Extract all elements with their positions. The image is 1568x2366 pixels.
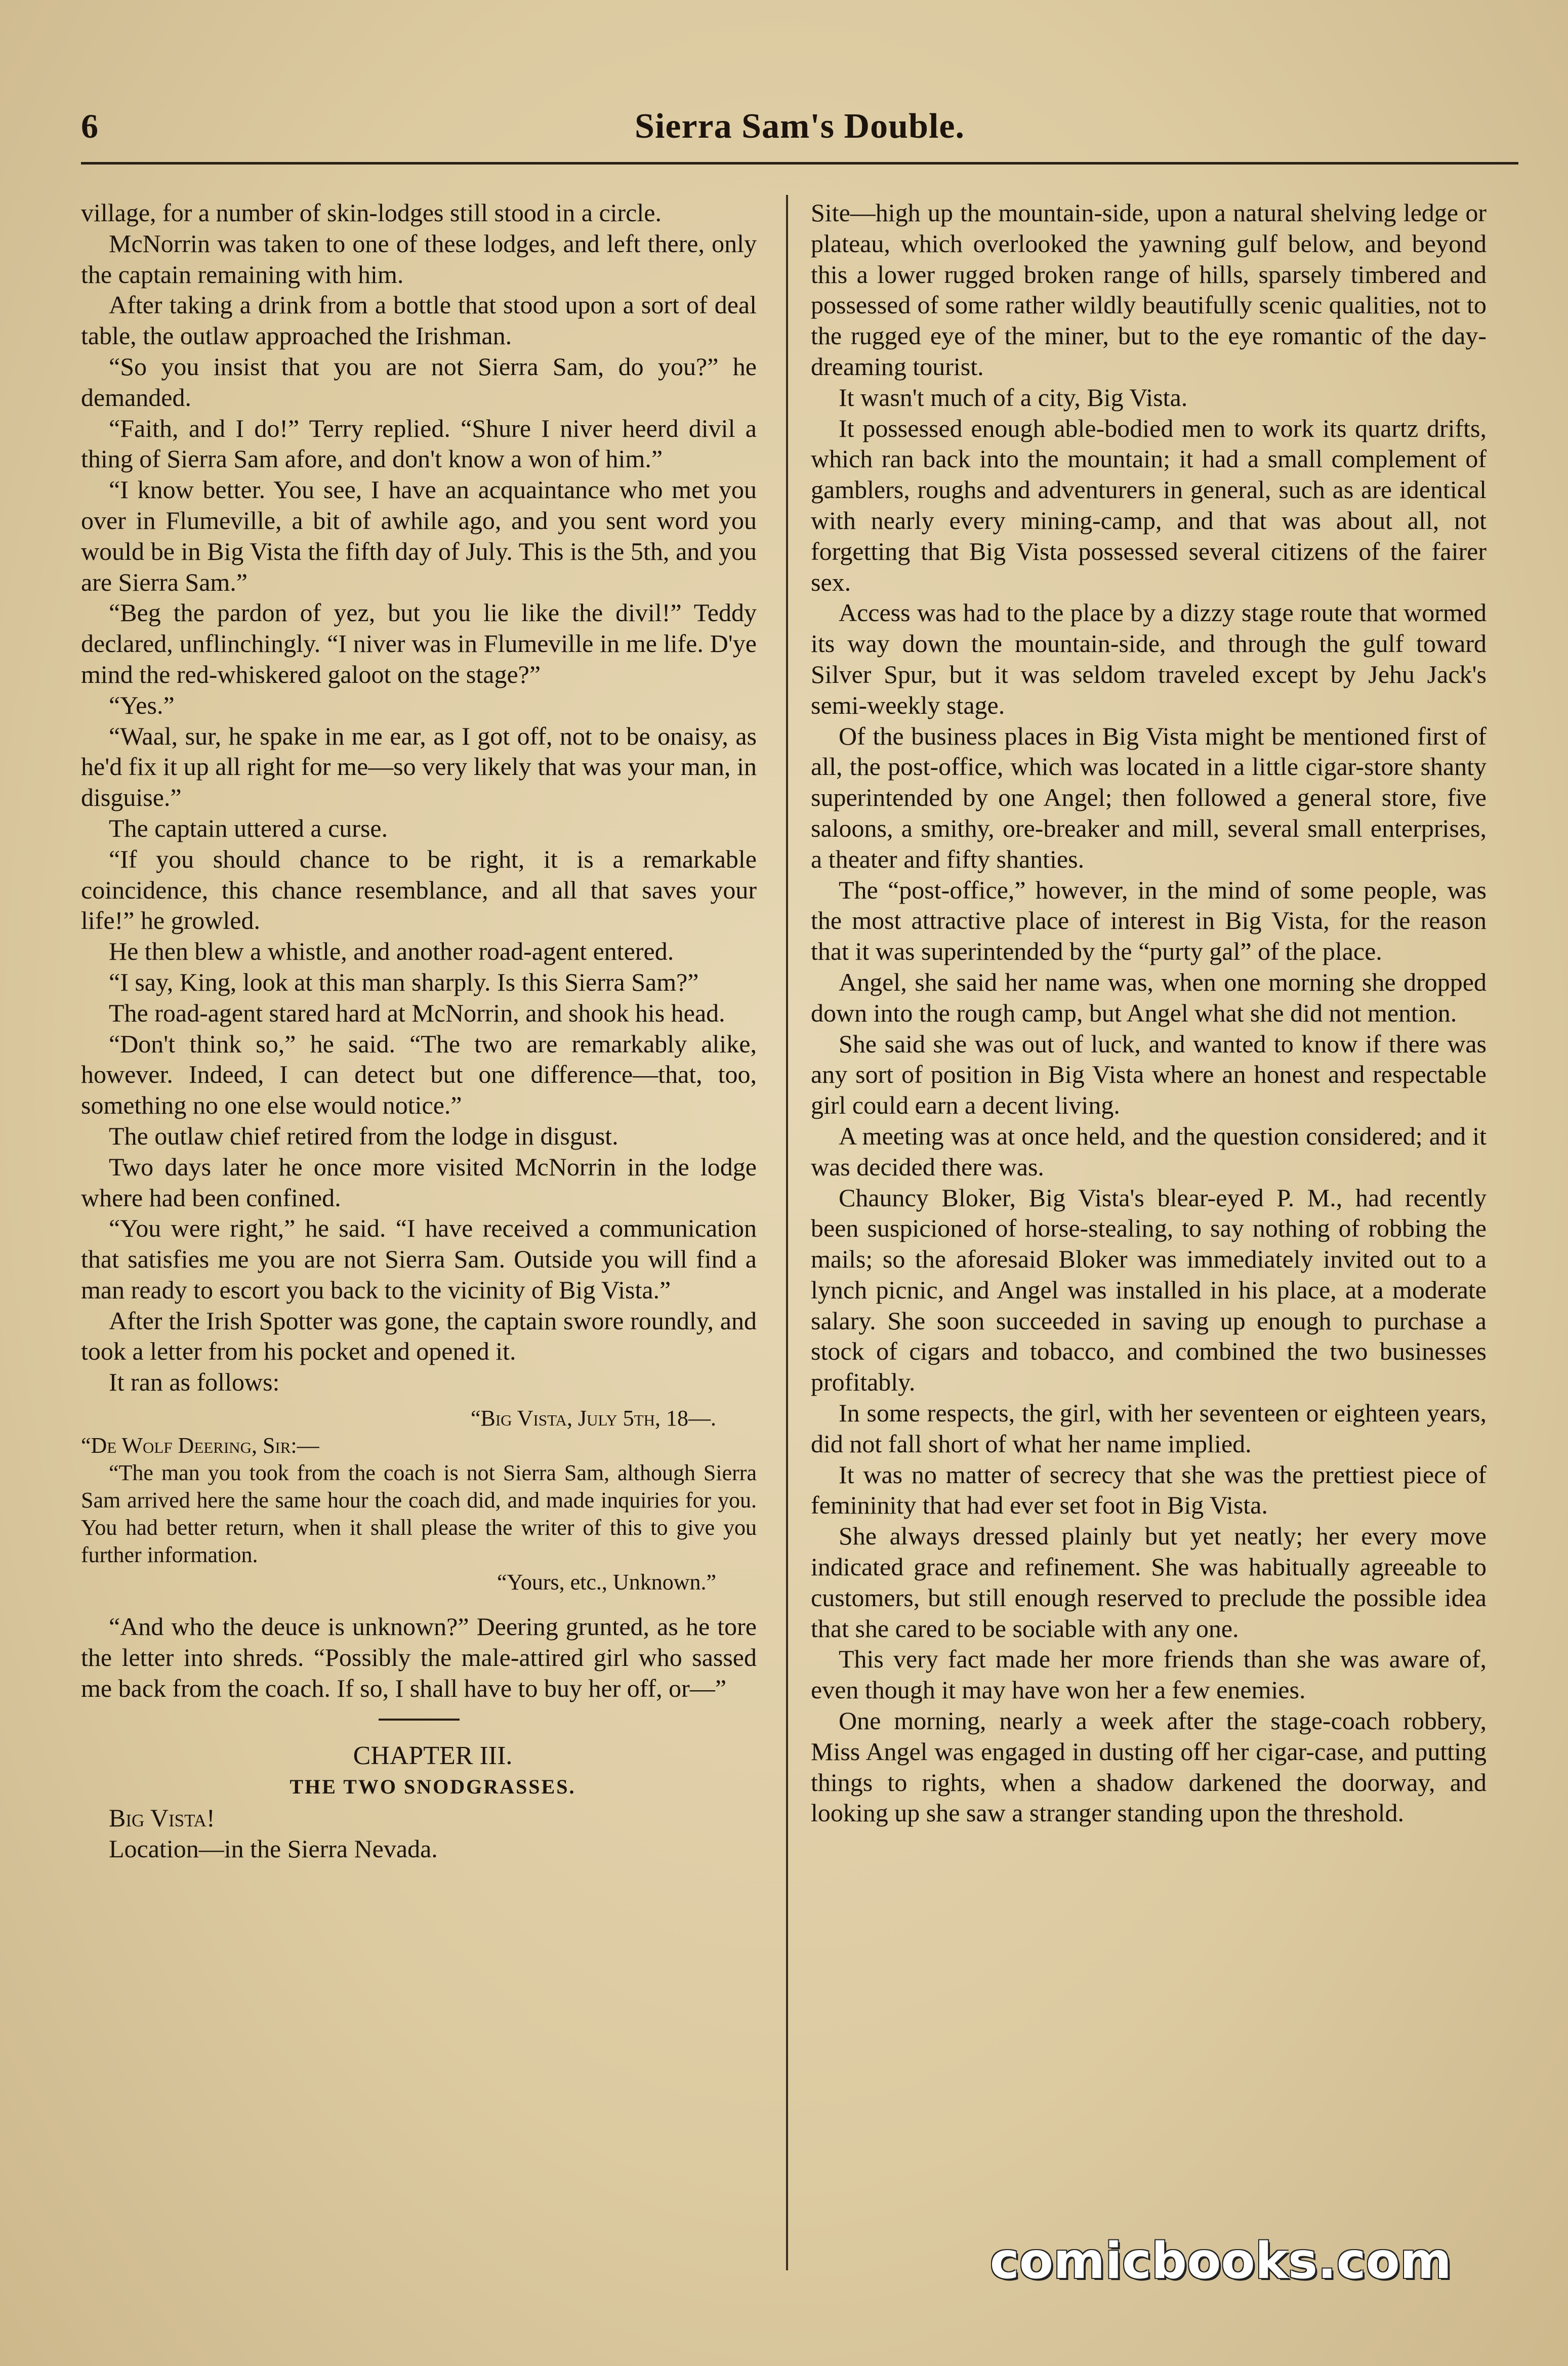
right-column: [811, 197, 1487, 1828]
paragraph: Access was had to the place by a dizzy stage route that wormed its way down the mountain-side, and through the gulf toward Silver Spur, but it was seldom traveled except by Jehu Jack's semi-weekly stage.: [811, 598, 1487, 719]
letter-closing: “Yours, etc., Unknown.”: [497, 1570, 716, 1595]
watermark: comicbooks.com: [989, 2232, 1452, 2290]
paragraph: In some respects, the girl, with her seventeen or eighteen years, did not fall short of what her name implied.: [811, 1399, 1487, 1458]
paragraph: “Don't think so,” he said. “The two are remarkably alike, however. Indeed, I can detect but one difference—that, too, something no one else would notice.”: [81, 1029, 757, 1120]
quoted-letter: [81, 1405, 757, 1596]
paragraph: He then blew a whistle, and another road-agent entered.: [109, 937, 674, 966]
left-column: [81, 197, 757, 1864]
chapter-title: THE TWO SNODGRASSES.: [290, 1775, 576, 1799]
paragraph: Of the business places in Big Vista might be mentioned first of all, the post-office, which was located in a little cigar-store shanty superintended by one Angel; then followed a general store, five saloons, a smithy, ore-breaker and mill, several small enterprises, a theater and fifty shanties.: [811, 721, 1487, 873]
paragraph: It possessed enough able-bodied men to work its quartz drifts, which ran back into the mountain; it had a small complement of gamblers, roughs and adventurers in general, such as are identical with nearly every mining-camp, and that was about all, not forgetting that Big Vista possessed several citizens of the fairer sex.: [811, 414, 1487, 596]
paragraph: One morning, nearly a week after the stage-coach robbery, Miss Angel was engaged in dusting off her cigar-case, and putting things to rights, when a shadow darkened the doorway, and looking up she saw a stranger standing upon the threshold.: [811, 1706, 1487, 1827]
paragraph: “Yes.”: [109, 690, 175, 719]
page-header: [81, 106, 1518, 165]
paragraph: She said she was out of luck, and wanted to know if there was any sort of position in Big Vista where an honest and respectable girl could earn a decent living.: [811, 1029, 1487, 1120]
paragraph: The captain uttered a curse.: [109, 813, 388, 842]
paragraph: The road-agent stared hard at McNorrin, and shook his head.: [109, 998, 725, 1027]
paragraph: The “post-office,” however, in the mind of some people, was the most attractive place of interest in Big Vista, for the reason that it was superintended by the “purty gal” of the place.: [811, 875, 1487, 966]
paragraph: It wasn't much of a city, Big Vista.: [839, 383, 1188, 412]
paragraph: A meeting was at once held, and the question considered; and it was decided there was.: [811, 1121, 1487, 1181]
paragraph: Big Vista!: [109, 1804, 215, 1832]
paragraph: “I know better. You see, I have an acquaintance who met you over in Flumeville, a bit of awhile ago, and you sent word you would be in Big Vista the fifth day of July. This is the 5th, and you are Sierra Sam.”: [81, 475, 757, 596]
paragraph: It ran as follows:: [109, 1368, 280, 1397]
paragraph: “I say, King, look at this man sharply. Is this Sierra Sam?”: [109, 967, 699, 996]
paragraph: Two days later he once more visited McNorrin in the lodge where had been confined.: [81, 1152, 757, 1212]
page-number: 6: [81, 107, 98, 145]
paragraph: Site—high up the mountain-side, upon a natural shelving ledge or plateau, which overlooked the yawning gulf below, and beyond this a lower rugged broken range of hills, sparsely timbered and possessed of some rather wildly beautifully scenic qualities, not to the rugged eye of the miner, but to the eye romantic of the day-dreaming tourist.: [811, 198, 1487, 381]
paragraph: “Faith, and I do!” Terry replied. “Shure I niver heerd divil a thing of Sierra Sam afore, and don't know a won of him.”: [81, 414, 757, 473]
paragraph: “Waal, sur, he spake in me ear, as I got off, not to be onaisy, as he'd fix it up all right for me—so very likely that was your man, in disguise.”: [81, 721, 757, 812]
paragraph: McNorrin was taken to one of these lodges, and left there, only the captain remaining with him.: [81, 229, 757, 289]
paragraph: “You were right,” he said. “I have received a communication that satisfies me you are not Sierra Sam. Outside you will find a man ready to escort you back to the vicinity of Big Vista.”: [81, 1214, 757, 1304]
paragraph: Angel, she said her name was, when one morning she dropped down into the rough camp, but Angel what she did not mention.: [811, 967, 1487, 1027]
paragraph: This very fact made her more friends than she was aware of, even though it may have won her a few enemies.: [811, 1645, 1487, 1704]
paragraph: After the Irish Spotter was gone, the captain swore roundly, and took a letter from his pocket and opened it.: [81, 1306, 757, 1366]
letter-salutation: “De Wolf Deering, Sir:—: [81, 1433, 319, 1458]
paragraph: After taking a drink from a bottle that stood upon a sort of deal table, the outlaw approached the Irishman.: [81, 291, 757, 350]
paragraph: She always dressed plainly but yet neatly; her every move indicated grace and refinement. She was habitually agreeable to customers, but still enough reserved to preclude the possible idea that she cared to be sociable with any one.: [811, 1522, 1487, 1643]
running-title: Sierra Sam's Double.: [635, 107, 965, 146]
paragraph: Chauncy Bloker, Big Vista's blear-eyed P. M., had recently been suspicioned of horse-stealing, to say nothing of robbing the mails; so the aforesaid Bloker was immediately invited out to a lynch picnic, and Angel was installed in his place, at a moderate salary. She soon succeeded in saving up enough to purchase a stock of cigars and tobacco, and combined the two businesses profitably.: [811, 1183, 1487, 1397]
column-divider: [786, 195, 788, 2270]
paragraph: Location—in the Sierra Nevada.: [109, 1834, 438, 1863]
chapter-number: CHAPTER III.: [353, 1741, 513, 1771]
paragraph: village, for a number of skin-lodges still stood in a circle.: [81, 198, 662, 227]
paragraph: “And who the deuce is unknown?” Deering grunted, as he tore the letter into shreds. “Possibly the male-attired girl who sassed me back from the coach. If so, I shall have to buy her off, or—”: [81, 1612, 757, 1702]
paragraph: “So you insist that you are not Sierra Sam, do you?” he demanded.: [81, 352, 757, 412]
paragraph: It was no matter of secrecy that she was the prettiest piece of femininity that had ever set foot in Big Vista.: [811, 1460, 1487, 1520]
letter-body: “The man you took from the coach is not Sierra Sam, although Sierra Sam arrived here the same hour the coach did, and made inquiries for you. You had better return, when it shall please the writer of this to give you further information.: [81, 1460, 757, 1568]
paragraph: “If you should chance to be right, it is a remarkable coincidence, this chance resemblance, and all that saves your life!” he growled.: [81, 844, 757, 935]
paragraph: “Beg the pardon of yez, but you lie like the divil!” Teddy declared, unflinchingly. “I niver was in Flumeville in me life. D'ye mind the red-whiskered galoot on the stage?”: [81, 598, 757, 688]
section-divider: [379, 1719, 460, 1721]
letter-dateline: “Big Vista, July 5th, 18—.: [470, 1406, 716, 1431]
paragraph: The outlaw chief retired from the lodge in disgust.: [109, 1121, 618, 1150]
